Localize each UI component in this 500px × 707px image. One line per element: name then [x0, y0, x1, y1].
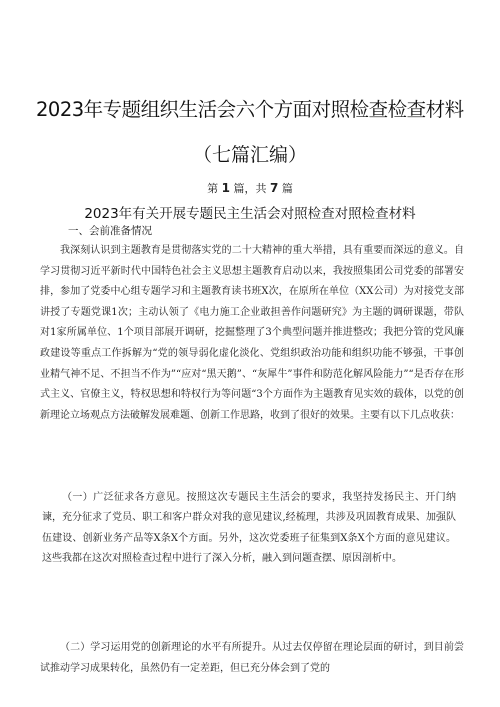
- article-counter-middle: 篇，共: [233, 182, 267, 195]
- article-counter-prefix: 第: [207, 182, 219, 195]
- document-subtitle: （七篇汇编）: [192, 144, 307, 166]
- article-counter-suffix: 篇: [281, 182, 293, 195]
- heading-preparation: 一、会前准备情况: [68, 225, 152, 237]
- article-counter-current: 1: [221, 181, 230, 195]
- body-paragraph-1: 我深刻认识到主题教育是贯彻落实党的二十大精神的重大举措，具有重要而深远的意义。自学习贯彻习近平新时代中国特色社会主义思想主题教育启动以来，我按照集团公司党委的部署安排，参加了党委中心组专题学习和主题教育读书班X次，在原所在单位（XX公司）为对接党支部讲授了专题党课1次；主动认领了《电力施工企业敢担善作问题研究》为主题的调研课题，带队对1家所属单位、1个项目部展开调研，挖掘整理了3个典型问题并推进整改；我把分管的党风廉政建设等重点工作拆解为“党的领导弱化虚化淡化、党组织政治功能和组织功能不够强，干事创业精气神不足、不担当不作为”“应对“黑天鹅”、“灰犀牛”事件和防范化解风险能力”“是否存在形式主义、官僚主义，特权思想和特权行为等问题“3个方面作为主题教育见实效的载体，以党的创新理论立场观点方法破解发展难题、创新工作思路，收到了很好的效果。主要有以下几点收获：: [40, 245, 464, 421]
- article-counter: [0, 180, 500, 196]
- article-title: 2023年有关开展专题民主生活会对照检查对照检查材料: [84, 206, 416, 222]
- article-counter-total: 7: [270, 181, 279, 195]
- document-title: 2023年专题组织生活会六个方面对照检查检查材料: [36, 98, 464, 121]
- body-paragraph-2: （一）广泛征求各方意见。按照这次专题民主生活会的要求，我坚持发扬民主、开门纳谏，充分征求了党员、职工和客户群众对我的意见建议,经梳理，共涉及巩固教育成果、加强队伍建设、创新业务产品等X条X个方面。另外，这次党委班子征集到X条X个方面的意见建议。这些我都在这次对照检查过程中进行了深入分析，融入到问题查摆、原因剖析中。: [42, 492, 456, 565]
- body-paragraph-3: （二）学习运用党的创新理论的水平有所提升。从过去仅停留在理论层面的研讨，到目前尝试推动学习成果转化，虽然仍有一定差距，但已充分体会到了党的: [40, 642, 464, 674]
